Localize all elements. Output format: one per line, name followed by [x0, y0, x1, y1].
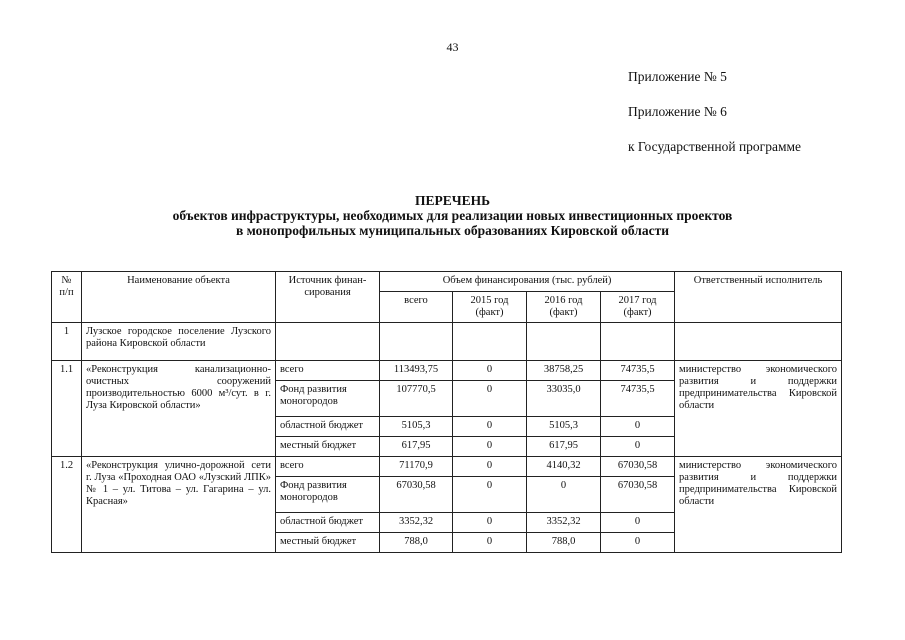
y2017-cell: 0: [601, 417, 675, 437]
y2016-cell: 0: [527, 477, 601, 513]
y2015-cell: 0: [453, 457, 527, 477]
total-cell: 113493,75: [380, 361, 453, 381]
y2016-cell: 788,0: [527, 533, 601, 553]
y2017-cell: 74735,5: [601, 381, 675, 417]
header-2015: 2015 год (факт): [453, 292, 527, 323]
object-num: 1.1: [52, 361, 82, 457]
document-title: [0, 193, 905, 238]
total-cell: 5105,3: [380, 417, 453, 437]
page-number: 43: [446, 40, 459, 54]
source-cell: местный бюджет: [276, 437, 380, 457]
source-cell: областной бюджет: [276, 417, 380, 437]
appendix-6-label: Приложение № 6: [628, 104, 727, 119]
y2015-cell: 0: [453, 513, 527, 533]
header-source: Источник финан-сирования: [276, 272, 380, 323]
header-total: всего: [380, 292, 453, 323]
header-2016: 2016 год (факт): [527, 292, 601, 323]
y2016-cell: 33035,0: [527, 381, 601, 417]
y2017-cell: 74735,5: [601, 361, 675, 381]
header-name: Наименование объекта: [82, 272, 276, 323]
source-cell: местный бюджет: [276, 533, 380, 553]
total-cell: 3352,32: [380, 513, 453, 533]
y2016-cell: 3352,32: [527, 513, 601, 533]
source-cell: всего: [276, 457, 380, 477]
total-cell: 71170,9: [380, 457, 453, 477]
table-row: [52, 361, 842, 381]
table-body: [52, 323, 842, 553]
total-cell: 788,0: [380, 533, 453, 553]
group-num: 1: [52, 323, 82, 361]
header-num: № п/п: [52, 272, 82, 323]
header-executor: Ответственный исполнитель: [675, 272, 842, 323]
y2017-cell: 0: [601, 513, 675, 533]
object-name: «Реконструкция улично-дорожной сети г. Луза «Проходная ОАО «Лузский ЛПК» № 1 – ул. Титова – ул. Гагарина – ул. Красная»: [82, 457, 276, 553]
source-cell: областной бюджет: [276, 513, 380, 533]
total-cell: 107770,5: [380, 381, 453, 417]
source-cell: всего: [276, 361, 380, 381]
y2015-cell: 0: [453, 477, 527, 513]
y2015-cell: 0: [453, 381, 527, 417]
title-line-3: в монопрофильных муниципальных образованиях Кировской области: [235, 223, 669, 238]
appendix-program-label: к Государственной программе: [628, 139, 802, 154]
y2015-cell: 0: [453, 533, 527, 553]
group-name: Лузское городское поселение Лузского района Кировской области: [82, 323, 276, 361]
header-volume: Объем финансирования (тыс. рублей): [380, 272, 675, 292]
y2016-cell: 5105,3: [527, 417, 601, 437]
y2016-cell: 617,95: [527, 437, 601, 457]
executor-cell: министерство экономического развития и поддержки предпринимательства Кировской области: [675, 361, 842, 457]
title-line-2: объектов инфраструктуры, необходимых для реализации новых инвестиционных проектов: [172, 208, 733, 223]
group-row: [52, 323, 842, 361]
object-num: 1.2: [52, 457, 82, 553]
y2017-cell: 0: [601, 533, 675, 553]
total-cell: 617,95: [380, 437, 453, 457]
y2017-cell: 0: [601, 437, 675, 457]
object-name: «Реконструкция канализационно-очистных сооружений производительностью 6000 м³/сут. в г. Луза Кировской области»: [82, 361, 276, 457]
header-2017: 2017 год (факт): [601, 292, 675, 323]
source-cell: Фонд развития моногородов: [276, 477, 380, 513]
y2017-cell: 67030,58: [601, 477, 675, 513]
y2015-cell: 0: [453, 361, 527, 381]
financing-table: [51, 271, 842, 553]
y2015-cell: 0: [453, 437, 527, 457]
y2015-cell: 0: [453, 417, 527, 437]
total-cell: 67030,58: [380, 477, 453, 513]
title-main: ПЕРЕЧЕНЬ: [414, 193, 491, 208]
y2017-cell: 67030,58: [601, 457, 675, 477]
y2016-cell: 4140,32: [527, 457, 601, 477]
y2016-cell: 38758,25: [527, 361, 601, 381]
appendix-5-label: Приложение № 5: [628, 69, 727, 84]
table-row: [52, 457, 842, 477]
source-cell: Фонд развития моногородов: [276, 381, 380, 417]
executor-cell: министерство экономического развития и поддержки предпринимательства Кировской области: [675, 457, 842, 553]
